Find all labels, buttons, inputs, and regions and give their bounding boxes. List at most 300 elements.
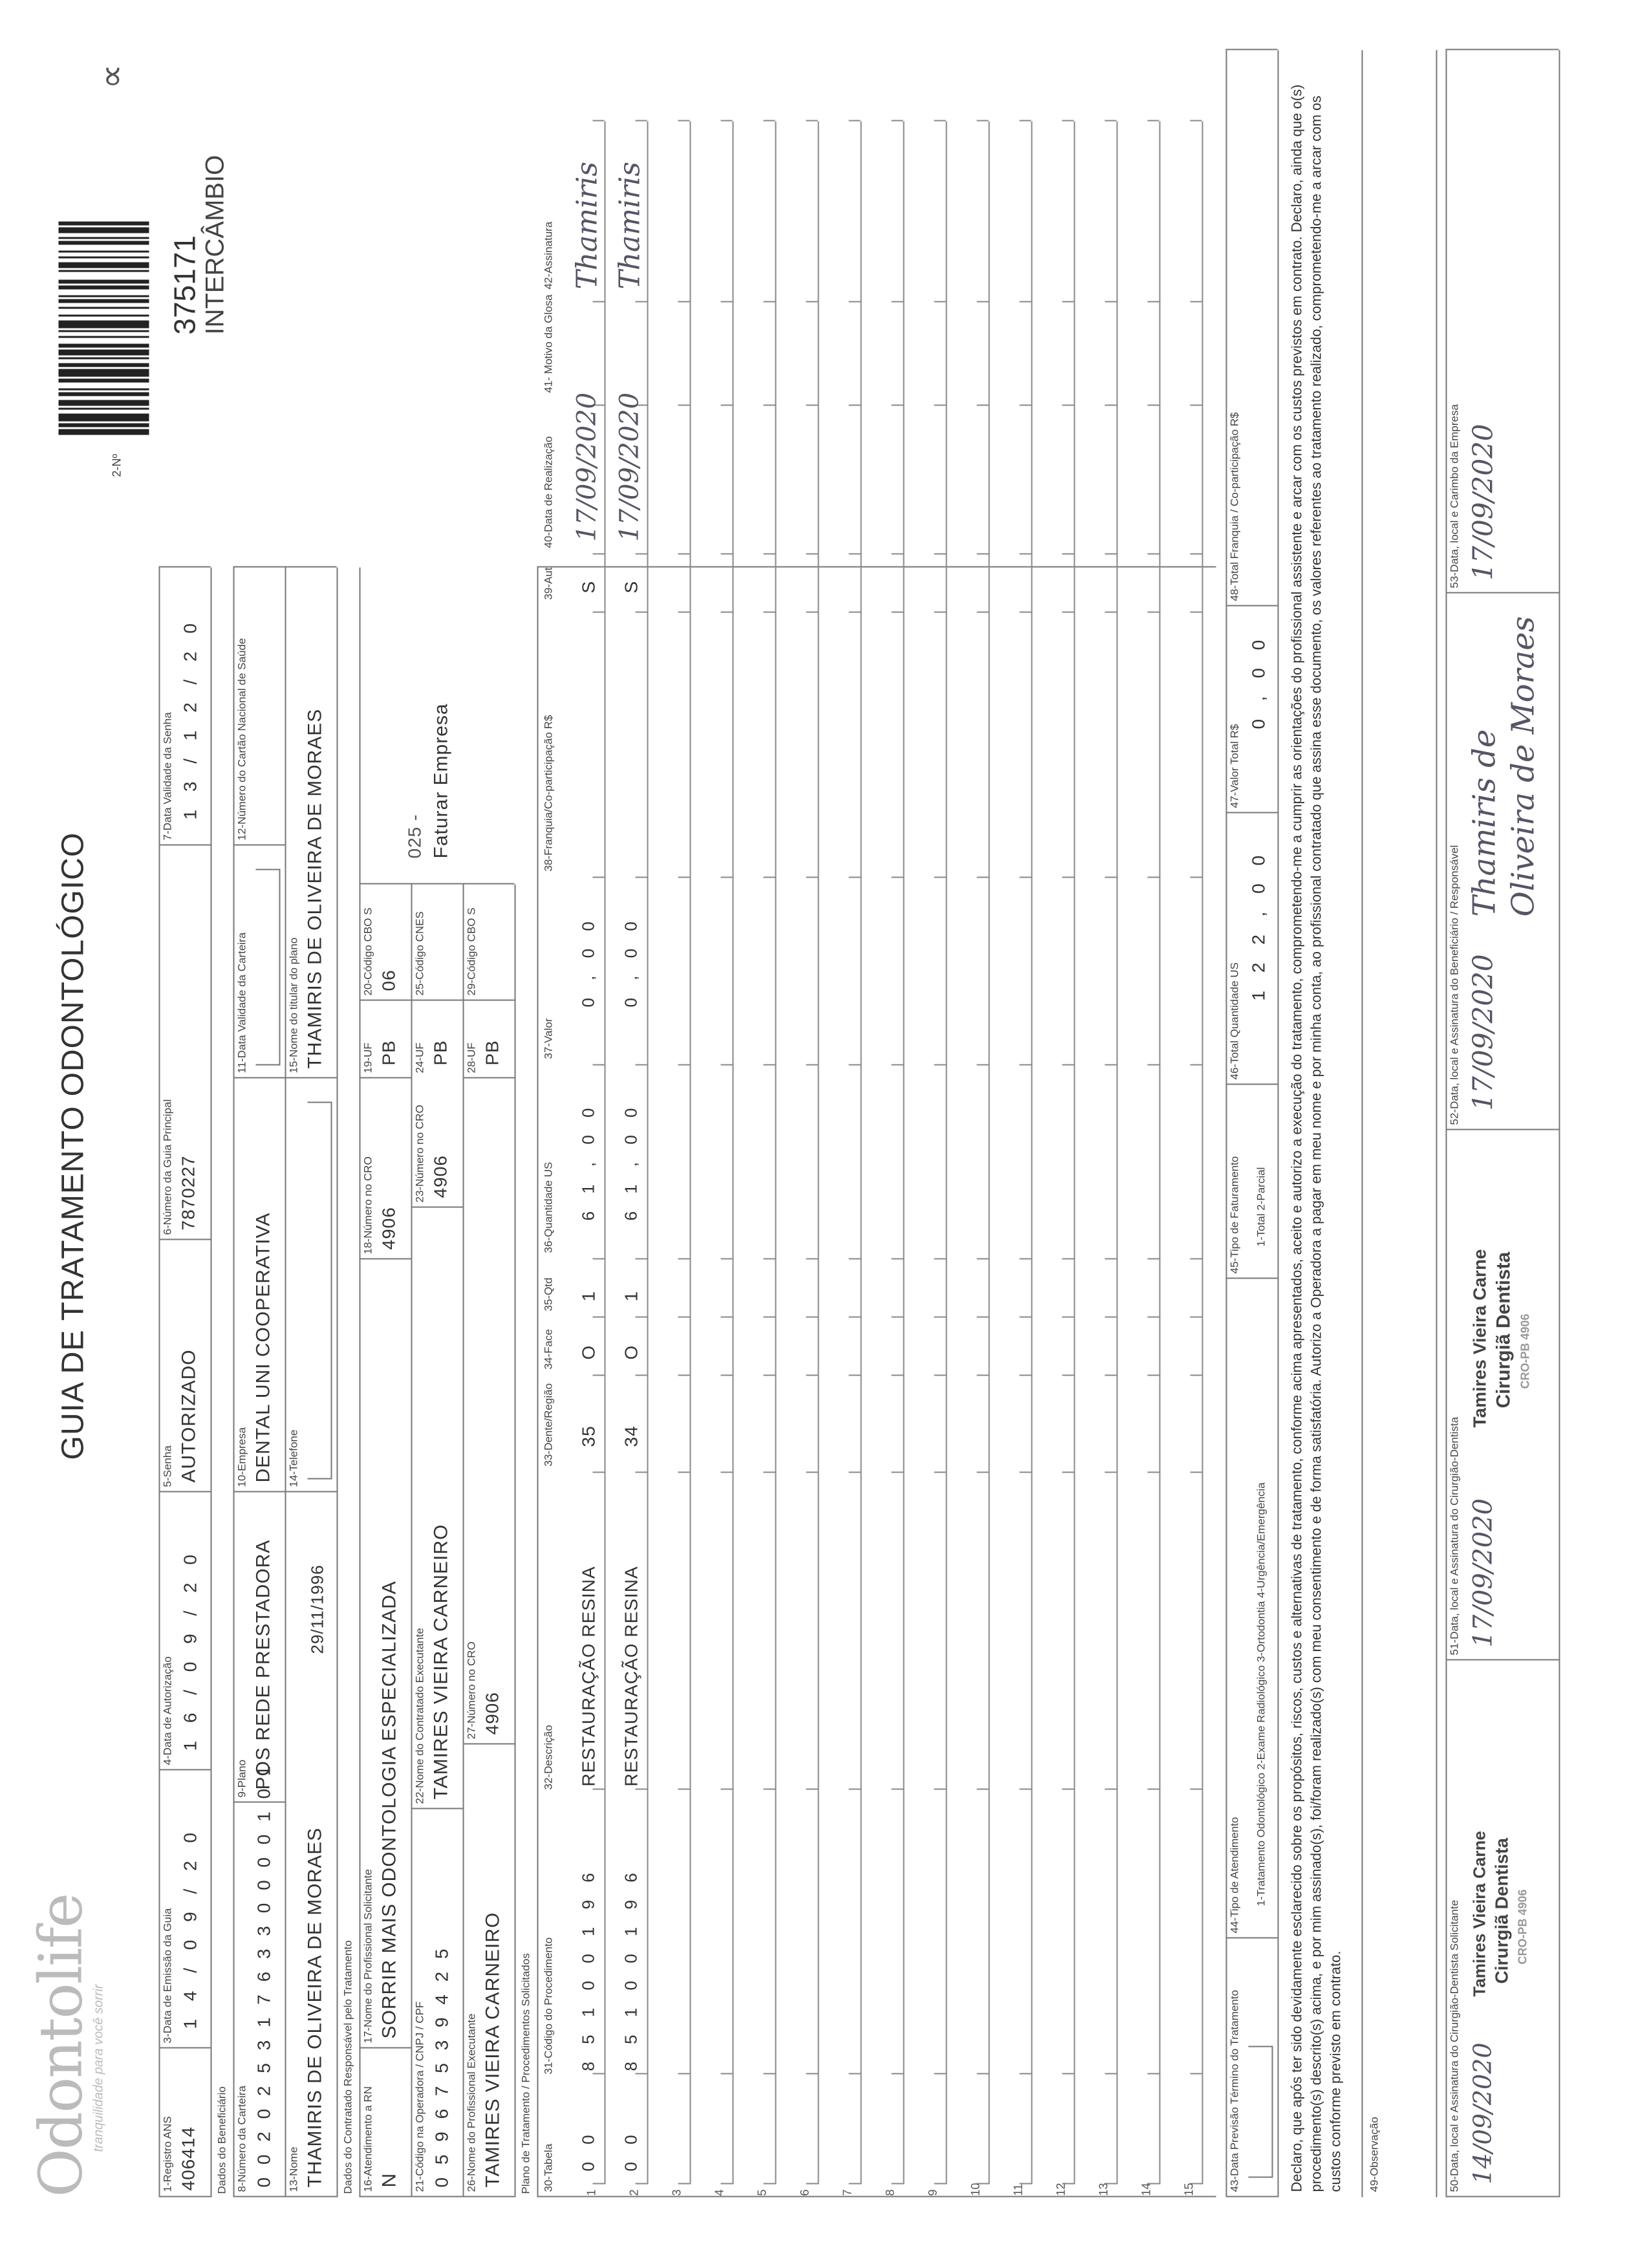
cell-tick (720, 1258, 732, 1259)
barcode-bar (58, 256, 149, 258)
stamp-name-1: Tamires Vieira Carne (1469, 1830, 1489, 1996)
cell-tick (976, 1471, 988, 1473)
cell-tick (1190, 1316, 1202, 1317)
cell-tick (848, 120, 860, 121)
cell-tick (720, 611, 732, 612)
f22-value: TAMIRES VIEIRA CARNEIRO (430, 1524, 451, 1799)
billing-text: Faturar Empresa (430, 702, 451, 858)
cell-valor: 0 , 0 0 (578, 914, 598, 1007)
cell-tick (1190, 1471, 1202, 1473)
cell-dente: 34 (621, 1425, 641, 1447)
cell-tick (891, 1788, 903, 1789)
cell-tick (678, 301, 689, 302)
cell-qtd-us: 6 1 , 0 0 (578, 1101, 598, 1220)
f47-label: 47-Valor Total R$ (1228, 724, 1240, 808)
cell-tick (806, 301, 817, 302)
cell-tick (592, 1788, 604, 1789)
f9-value: POS REDE PRESTADORA (252, 1539, 274, 1789)
col-tabela: 30-Tabela (542, 2143, 554, 2192)
barcode-bar (58, 349, 149, 355)
cell-tick (848, 2183, 860, 2184)
barcode-bar (58, 369, 149, 376)
barcode-bar (58, 279, 149, 283)
cell-tick (1105, 301, 1116, 302)
cell-tick (720, 404, 732, 405)
cell-tick (976, 1316, 988, 1317)
cell-tick (1147, 1788, 1159, 1789)
cell-tick (678, 2183, 689, 2184)
cell-tick (891, 611, 903, 612)
cell-tick (806, 2183, 817, 2184)
cell-tick (763, 1374, 775, 1376)
cell-tick (806, 120, 817, 121)
col-data: 40-Data de Realização (542, 436, 554, 548)
table-row-line (1159, 121, 1160, 2184)
barcode-bar (58, 285, 149, 289)
row-number: 9 (926, 2188, 939, 2196)
row-number: 8 (883, 2188, 896, 2196)
cell-tick (1190, 1258, 1202, 1259)
cell-tick (1105, 1258, 1116, 1259)
cell-tick (1062, 2073, 1073, 2074)
barcode-bar (58, 330, 149, 332)
birth-date: 29/11/1996 (307, 1564, 327, 1654)
col-face: 34-Face (542, 1328, 554, 1369)
f10-value: DENTAL UNI COOPERATIVA (252, 1212, 274, 1482)
cell-tick (1147, 120, 1159, 121)
cell-tick (1019, 1316, 1031, 1317)
cell-tick (848, 1471, 860, 1473)
cell-tick (976, 404, 988, 405)
cell-tick (720, 120, 732, 121)
barcode-bar (58, 227, 149, 233)
cell-tick (1190, 301, 1202, 302)
cell-tick (806, 404, 817, 405)
cell-tick (592, 2183, 604, 2184)
cell-tick (891, 120, 903, 121)
cell-tick (635, 2073, 647, 2074)
f20-label: 20-Código CBO S (361, 907, 374, 995)
table-row-line (647, 121, 648, 2184)
cell-tick (1105, 1788, 1116, 1789)
logo-text: Odontolife (26, 1894, 95, 2197)
cell-assinatura: Thamiris (613, 161, 646, 289)
stamp-cro-1: CRO-PB 4906 (1516, 1888, 1529, 1964)
cell-tick (891, 1064, 903, 1065)
f7-value: 1 3 / 1 2 / 2 0 (180, 616, 200, 819)
cell-descricao: RESTAURAÇÃO RESINA (621, 1565, 641, 1786)
cell-tick (763, 1064, 775, 1065)
cell-tick (934, 611, 945, 612)
f19-label: 19-UF (361, 1042, 374, 1073)
cell-tick (720, 1316, 732, 1317)
cell-tick (806, 1316, 817, 1317)
f24-value: PB (430, 1039, 450, 1065)
f1-value: 406414 (178, 2126, 198, 2190)
barcode-bar (58, 400, 149, 405)
cell-tick (1105, 553, 1116, 554)
cell-tick (976, 876, 988, 878)
cell-tabela: 0 0 (578, 2128, 598, 2171)
row-number: 7 (841, 2188, 854, 2196)
f1-label: 1-Registro ANS (161, 2115, 173, 2192)
cell-tick (1019, 1064, 1031, 1065)
stamp-name-2: Tamires Vieira Carne (1469, 1248, 1489, 1427)
cell-tick (934, 876, 945, 878)
f6-value: 7870227 (178, 1154, 198, 1230)
barcode-bar (58, 429, 149, 435)
f25-label: 25-Código CNES (413, 911, 426, 995)
cell-tick (763, 611, 775, 612)
cell-tick (1147, 1316, 1159, 1317)
barcode-bar (58, 299, 149, 303)
cell-tick (678, 1788, 689, 1789)
f51-date: 17/09/2020 (1468, 1498, 1498, 1647)
cell-tick (1019, 2073, 1031, 2074)
cell-codigo: 8 5 1 0 0 1 9 6 (621, 1866, 640, 2071)
col-glosa: 41- Motivo da Glosa (542, 294, 554, 393)
f17-value: SORRIR MAIS ODONTOLOGIA ESPECIALIZADA (378, 1580, 400, 2038)
f28-value: PB (482, 1039, 502, 1065)
cell-tick (635, 1258, 647, 1259)
f45-options: 1-Total 2-Parcial (1255, 1167, 1267, 1246)
cell-tick (1147, 1064, 1159, 1065)
cell-tick (763, 1788, 775, 1789)
cell-tick (1019, 611, 1031, 612)
f19-value: PB (378, 1039, 398, 1065)
cell-tick (806, 1374, 817, 1376)
col-qtd: 35-Qtd (542, 1277, 554, 1311)
cell-tick (635, 301, 647, 302)
f44-options: 1-Tratamento Odontológico 2-Exame Radiológico 3-Ortodontia 4-Urgência/Emergência (1255, 1482, 1267, 1906)
f15-label: 15-Nome do titular do plano (287, 937, 299, 1073)
table-row-line (1031, 121, 1032, 2184)
f29-label: 29-Código CBO S (465, 907, 477, 995)
barcode-bar (58, 295, 149, 297)
cell-tick (1019, 876, 1031, 878)
table-row-line (817, 121, 819, 2184)
col-qtd-us: 36-Quantidade US (542, 1161, 554, 1253)
cell-valor: 0 , 0 0 (621, 914, 640, 1007)
cell-tick (891, 553, 903, 554)
f52-label: 52-Data, local e Assinatura do Beneficiário / Responsável (1448, 845, 1460, 1125)
cell-tick (848, 1064, 860, 1065)
cell-tick (934, 1316, 945, 1317)
cell-tick (934, 553, 945, 554)
f44-label: 44-Tipo de Atendimento (1228, 1817, 1240, 1933)
cell-tick (1147, 301, 1159, 302)
cell-tick (1190, 876, 1202, 878)
cell-tick (934, 1788, 945, 1789)
cell-tick (1147, 2073, 1159, 2074)
f5-value: AUTORIZADO (178, 1348, 199, 1482)
cell-tick (1019, 301, 1031, 302)
cell-tick (934, 1471, 945, 1473)
table-row-line (689, 121, 691, 2184)
cell-tick (592, 1064, 604, 1065)
cell-tick (635, 1374, 647, 1376)
cell-tick (848, 876, 860, 878)
cell-face: O (621, 1345, 641, 1359)
barcode-bar (58, 357, 149, 359)
cell-tick (720, 2073, 732, 2074)
row-number: 1 (585, 2188, 598, 2196)
cell-tick (635, 876, 647, 878)
cell-tick (1190, 2073, 1202, 2074)
table-row-line (732, 121, 733, 2184)
barcode-bar (58, 270, 149, 272)
col-descricao: 32-Descrição (542, 1724, 554, 1789)
f53-date: 17/09/2020 (1467, 423, 1498, 580)
cell-tick (934, 301, 945, 302)
cell-tick (1019, 1374, 1031, 1376)
row-number: 12 (1054, 2182, 1067, 2196)
cell-tick (848, 404, 860, 405)
cell-tick (976, 301, 988, 302)
table-row-line (1116, 121, 1117, 2184)
cell-tick (1147, 1471, 1159, 1473)
cell-tick (1190, 1064, 1202, 1065)
cell-tick (891, 2183, 903, 2184)
row-number: 5 (755, 2188, 768, 2196)
f46-value: 1 2 2 , 0 0 (1248, 848, 1268, 1000)
section-solicitante: Dados do Contratado Responsável pelo Tratamento (341, 1939, 354, 2194)
table-row-line (988, 121, 989, 2184)
barcode-bar (58, 320, 149, 328)
cell-tick (1019, 1471, 1031, 1473)
cell-tick (1062, 1788, 1073, 1789)
cell-tick (678, 553, 689, 554)
cell-tick (806, 1258, 817, 1259)
cell-tick (934, 404, 945, 405)
barcode-bar (58, 221, 149, 225)
cell-tick (891, 876, 903, 878)
f18-value: 4906 (378, 1206, 398, 1249)
cell-codigo: 8 5 1 0 0 1 9 6 (578, 1866, 598, 2071)
cell-descricao: RESTAURAÇÃO RESINA (578, 1565, 598, 1786)
f9-label: 9-Plano (235, 1759, 248, 1797)
f48-label: 48-Total Franquia / Co-participação R$ (1228, 412, 1240, 601)
cell-tick (934, 120, 945, 121)
cell-qtd-us: 6 1 , 0 0 (621, 1101, 640, 1220)
cell-tick (592, 1258, 604, 1259)
cell-tick (1062, 876, 1073, 878)
f16-label: 16-Atendimento a RN (361, 2086, 374, 2192)
cell-tabela: 0 0 (621, 2128, 640, 2171)
f6-label: 6-Número da Guia Principal (161, 1099, 173, 1235)
cell-tick (720, 301, 732, 302)
f26-value: TAMIRES VIEIRA CARNEIRO (482, 1912, 503, 2187)
declaration-text: Declaro, que após ter sido devidamente esclarecido sobre os propósitos, riscos, custos e alternativas de tratamento, conforme acima apresentados, aceito e autorizo a execução do tratamento, comprometendo-me a cumprir as orientações do profissional assistente e arcar com os custos previstos em contrato. Declaro, ainda que o(s) procedimento(s) descrito(s) acima, e por mim assinado(s), foi/foram realizado(s) com meu consentimento e de forma satisfatória. Autorizo a Operadora a pagar em meu nome e por minha conta, ao profissional contratado que assina esse documento, os valores referentes ao tratamento realizado, comprometendo-me a arcar com os custos conforme previsto em contrato. (1288, 84, 1343, 2192)
cell-tick (806, 553, 817, 554)
f23-value: 4906 (430, 1154, 450, 1198)
barcode-bar (58, 363, 149, 367)
f5-label: 5-Senha (161, 1445, 173, 1487)
row-number: 15 (1182, 2182, 1195, 2196)
cell-tick (806, 876, 817, 878)
f10-label: 10-Empresa (235, 1427, 248, 1487)
cell-tick (1019, 553, 1031, 554)
cell-tick (678, 1471, 689, 1473)
cell-tick (720, 1374, 732, 1376)
cell-dente: 35 (578, 1425, 598, 1447)
cell-tick (848, 1788, 860, 1789)
cell-aut: S (621, 580, 641, 593)
cell-tick (1190, 120, 1202, 121)
cell-tick (763, 404, 775, 405)
cell-tick (1062, 1471, 1073, 1473)
barcode-bar (58, 241, 149, 244)
cell-tick (720, 876, 732, 878)
cell-tick (891, 404, 903, 405)
cell-tick (678, 611, 689, 612)
cell-qtd: 1 (578, 1290, 598, 1301)
cell-tick (592, 1316, 604, 1317)
barcode-bar (58, 423, 149, 427)
barcode-bar (58, 314, 149, 316)
f45-label: 45-Tipo de Faturamento (1228, 1156, 1240, 1273)
cell-tick (848, 301, 860, 302)
cell-tick (763, 120, 775, 121)
cell-tick (678, 120, 689, 121)
barcode-bar (58, 343, 149, 347)
cell-tick (1019, 1788, 1031, 1789)
cell-data: 17/09/2020 (572, 392, 601, 541)
cell-tick (934, 1258, 945, 1259)
cell-tick (806, 611, 817, 612)
doc-number: 375171 (167, 235, 201, 334)
cell-tick (1062, 301, 1073, 302)
cell-tick (1190, 611, 1202, 612)
table-row-line (860, 121, 861, 2184)
cell-tick (976, 611, 988, 612)
col-assinatura: 42-Assinatura (542, 221, 554, 289)
row-number: 10 (969, 2182, 982, 2196)
cell-tick (1190, 404, 1202, 405)
cell-tick (848, 611, 860, 612)
cell-tick (635, 553, 647, 554)
cell-aut: S (578, 580, 598, 593)
f3-value: 1 4 / 0 9 / 2 0 (180, 1826, 200, 2029)
cell-tick (1062, 1316, 1073, 1317)
cell-tick (678, 1374, 689, 1376)
cell-tick (1062, 1374, 1073, 1376)
barcode-bar (58, 336, 149, 338)
cell-tick (1105, 1471, 1116, 1473)
cell-tick (848, 1374, 860, 1376)
cell-tick (592, 1374, 604, 1376)
cell-assinatura: Thamiris (570, 161, 603, 289)
f4-value: 1 6 / 0 9 / 2 0 (180, 1548, 200, 1751)
cell-tick (976, 1064, 988, 1065)
cell-tick (1147, 611, 1159, 612)
cell-tick (806, 1064, 817, 1065)
cell-tick (848, 2073, 860, 2074)
cell-tick (891, 2073, 903, 2074)
cell-tick (635, 120, 647, 121)
cell-tick (1105, 404, 1116, 405)
cell-tick (592, 120, 604, 121)
f21-value: 0 5 9 6 7 5 3 9 4 2 5 (431, 1944, 451, 2187)
f14-label: 14-Telefone (287, 1429, 299, 1487)
col-codigo: 31-Código do Procedimento (542, 1937, 554, 2074)
f23-label: 23-Número no CRO (413, 1104, 426, 1202)
cell-tick (763, 1471, 775, 1473)
cell-tick (635, 1471, 647, 1473)
row-number: 6 (798, 2188, 811, 2196)
cell-tick (891, 1471, 903, 1473)
cell-tick (678, 1064, 689, 1065)
cell-tick (976, 1374, 988, 1376)
section-procedimentos: Plano de Tratamento / Procedimentos Solicitados (519, 1952, 532, 2194)
cell-tick (891, 1258, 903, 1259)
barcode-bar (58, 237, 149, 239)
cell-tick (934, 1374, 945, 1376)
cell-tick (592, 553, 604, 554)
cell-tick (1019, 120, 1031, 121)
row-number: 2 (627, 2188, 640, 2196)
cell-face: O (578, 1345, 598, 1359)
cell-tick (848, 1258, 860, 1259)
f52-signature: Thamiris de Oliveira de Moraes (1466, 616, 1541, 916)
barcode (58, 144, 149, 435)
cell-tick (635, 1788, 647, 1789)
table-row-line (604, 121, 605, 2184)
barcode-bar (58, 392, 149, 396)
col-valor: 37-Valor (542, 1018, 554, 1059)
f46-label: 46-Total Quantidade US (1228, 962, 1240, 1079)
table-row-line (945, 121, 947, 2184)
f27-label: 27-Número no CRO (465, 1641, 477, 1739)
f18-label: 18-Número no CRO (361, 1156, 374, 1254)
page-title: GUIA DE TRATAMENTO ODONTOLÓGICO (56, 832, 90, 1460)
logo-tagline: tranquilidade para você sorrir (91, 1983, 105, 2152)
barcode-bar (58, 307, 149, 308)
barcode-bar (58, 407, 149, 409)
f8-label: 8-Número da Carteira (235, 2085, 248, 2192)
cell-tick (1019, 1258, 1031, 1259)
col-aut: 39-Aut (542, 567, 554, 599)
cell-tick (1105, 2073, 1116, 2074)
table-row-line (775, 121, 776, 2184)
cell-tick (678, 876, 689, 878)
f50-label: 50-Data, local e Assinatura do Cirurgião-Dentista Solicitante (1448, 1899, 1460, 2192)
row-number: 11 (1011, 2183, 1024, 2196)
f22-label: 22-Nome do Contratado Executante (413, 1627, 426, 1804)
cell-tick (1062, 404, 1073, 405)
cell-tick (635, 1316, 647, 1317)
cell-tick (1062, 1258, 1073, 1259)
cell-tick (1147, 876, 1159, 878)
cell-tick (763, 2073, 775, 2074)
cell-tick (592, 2073, 604, 2074)
f3-label: 3-Data de Emissão da Guia (161, 1908, 173, 2043)
cell-tick (763, 301, 775, 302)
cell-tick (635, 1064, 647, 1065)
cell-tick (678, 2073, 689, 2074)
cell-tick (976, 1258, 988, 1259)
cell-tick (1190, 1374, 1202, 1376)
col-dente: 33-Dente/Região (542, 1383, 554, 1466)
cell-tick (763, 553, 775, 554)
f17-label: 17-Nome do Profissional Solicitante (361, 1868, 374, 2043)
cell-tick (976, 120, 988, 121)
cell-tick (806, 2073, 817, 2074)
cell-tick (934, 1064, 945, 1065)
cell-tick (720, 1471, 732, 1473)
cell-tick (763, 1258, 775, 1259)
cell-tick (678, 1258, 689, 1259)
